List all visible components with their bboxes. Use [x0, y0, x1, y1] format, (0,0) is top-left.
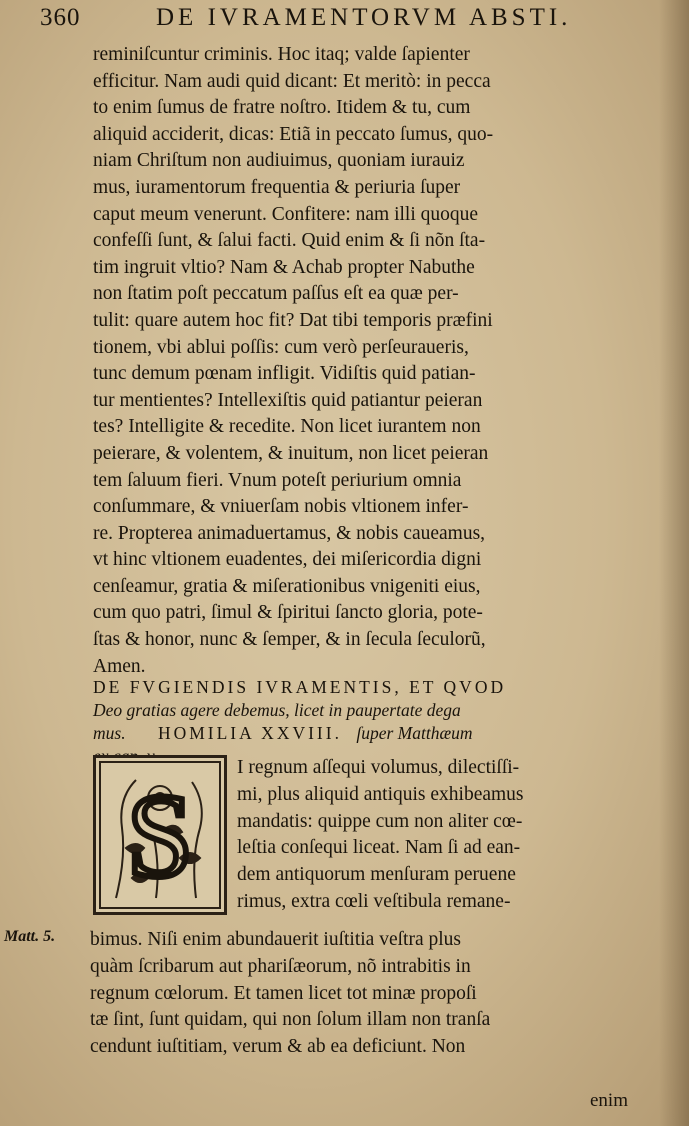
catchword: enim	[590, 1090, 628, 1111]
text-line: dem antiquorum menſuram peruene	[237, 864, 516, 886]
text-line: tæ ſint, ſunt quidam, qui non ſolum illam non tranſa	[90, 1009, 491, 1031]
text-line: leſtia conſequi liceat. Nam ſi ad ean-	[237, 837, 521, 859]
decorated-initial-icon	[96, 758, 224, 912]
running-title: DE IVRAMENTORVM ABSTI.	[156, 4, 572, 31]
text-line: tem ſaluum fieri. Vnum poteſt periurium omnia	[93, 469, 462, 491]
text-line: mi, plus aliquid antiquis exhibeamus	[237, 783, 524, 805]
page-header	[40, 4, 660, 40]
heading-line-1: DE FVGIENDIS IVRAMENTIS, ET QVOD	[93, 677, 507, 697]
text-line: tunc demum pœnam infligit. Vidiſtis quid patian-	[93, 363, 476, 385]
text-line: cendunt iuſtitiam, verum & ab ea deficiunt. Non	[90, 1036, 466, 1058]
text-line: efficitur. Nam audi quid dicant: Et meritò: in pecca	[93, 70, 491, 92]
text-line: mandatis: quippe cum non aliter cœ-	[237, 810, 523, 832]
text-line: niam Chriſtum non audiuimus, quoniam iurauiz	[93, 150, 465, 172]
text-line: tur mentientes? Intellexiſtis quid patiantur peieran	[93, 389, 483, 411]
page-number: 360	[40, 4, 81, 31]
text-line: caput meum venerunt. Confitere: nam illi quoque	[93, 203, 479, 225]
text-line: peierare, & volentem, & inuitum, non licet peieran	[93, 442, 489, 464]
drop-initial-letter: S	[126, 769, 194, 902]
text-line: conſummare, & vniuerſam nobis vltionem infer-	[93, 496, 469, 518]
text-line: ſtas & honor, nunc & ſemper, & in ſecula ſeculorũ,	[93, 629, 486, 651]
text-line: tim ingruit vltio? Nam & Achab propter Nabuthe	[93, 256, 475, 278]
heading-line-3	[93, 722, 638, 745]
text-line: to enim ſumus de fratre noſtro. Itidem & tu, cum	[93, 97, 471, 119]
text-line: tulit: quare autem hoc fit? Dat tibi temporis præfini	[93, 309, 493, 331]
page-edge-shadow	[659, 0, 689, 1126]
text-line: I regnum aſſequi volumus, dilectiſſi-	[237, 757, 520, 778]
text-line: confeſſi ſunt, & ſalui facti. Quid enim & ſi nõn ſta-	[93, 230, 486, 252]
margin-note: Matt. 5.	[4, 928, 56, 945]
text-line: re. Propterea animaduertamus, & nobis caueamus,	[93, 522, 486, 544]
decorated-initial	[93, 755, 227, 915]
text-line: regnum cœlorum. Et tamen licet tot minæ propoſi	[90, 982, 477, 1004]
homily-label: HOMILIA XXVIII.	[157, 723, 342, 743]
amen-line: Amen.	[93, 655, 146, 677]
text-line: non ſtatim poſt peccatum paſſus eſt ea quæ per-	[93, 283, 459, 305]
text-line: reminiſcuntur criminis. Hoc itaq; valde ſapienter	[93, 44, 470, 65]
text-line: mus, iuramentorum frequentia & periuria ſuper	[93, 176, 461, 198]
heading-line-2: Deo gratias agere debemus, licet in paupertate dega	[93, 700, 461, 720]
text-block-top	[93, 42, 633, 680]
text-line: tes? Intelligite & recedite. Non licet iurantem non	[93, 416, 481, 438]
heading-line-3-start: mus.	[93, 723, 126, 743]
text-block-beside-initial	[237, 755, 637, 916]
text-line: cum quo patri, ſimul & ſpiritui ſancto gloria, pote-	[93, 602, 483, 624]
text-line: quàm ſcribarum aut phariſæorum, nõ intrabitis in	[90, 955, 471, 977]
text-line: rimus, extra cœli veſtibula remane-	[237, 890, 511, 912]
heading-line-3-tail: ſuper Matthæum	[356, 723, 473, 743]
text-line: cenſeamur, gratia & miſerationibus vnigeniti eius,	[93, 575, 481, 597]
text-block-bottom	[90, 927, 635, 1061]
text-line: vt hinc vltionem euadentes, dei miſericordia digni	[93, 549, 482, 571]
text-line: tionem, vbi ablui poſſis: cum verò perſeuraueris,	[93, 336, 469, 358]
text-line: aliquid acciderit, dicas: Etiã in peccato ſumus, quo-	[93, 123, 494, 145]
text-line: bimus. Niſi enim abundauerit iuſtitia veſtra plus	[90, 929, 461, 950]
